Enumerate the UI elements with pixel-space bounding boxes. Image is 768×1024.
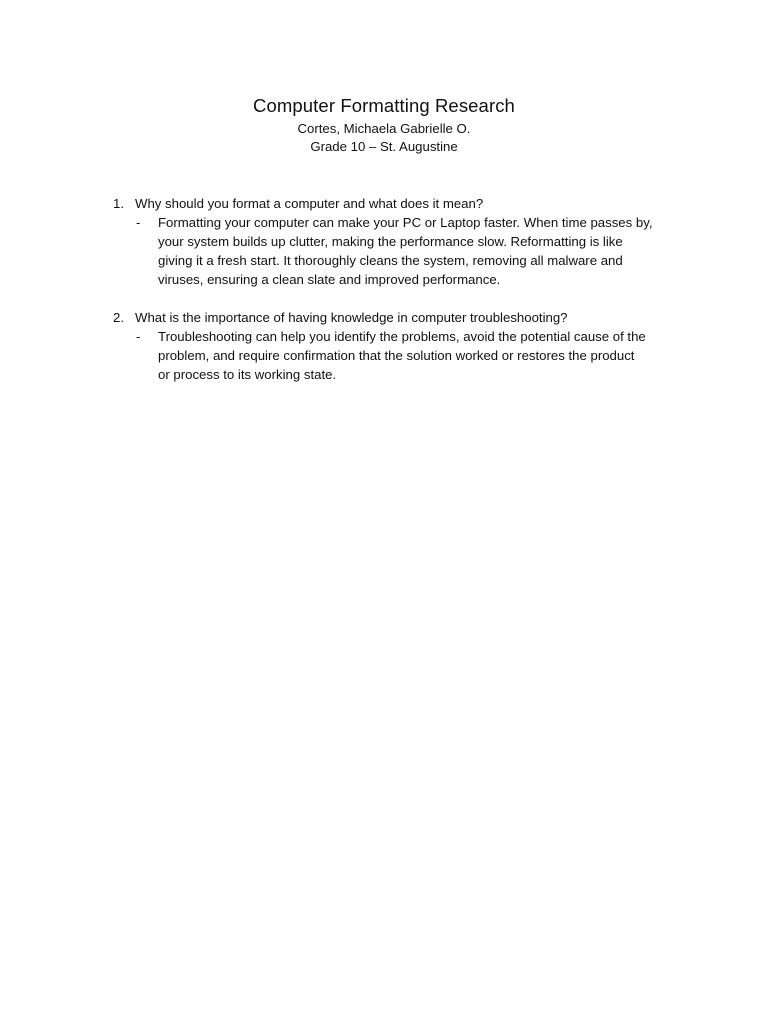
question-2 <box>0 308 768 327</box>
question-item-1 <box>0 194 768 289</box>
answer-line: your system builds up clutter, making the performance slow. Reformatting is like <box>158 234 623 249</box>
answer-line: giving it a fresh start. It thoroughly cleans the system, removing all malware and <box>158 253 623 268</box>
question-1 <box>0 194 768 213</box>
question-item-2 <box>0 308 768 384</box>
bullet-dash: - <box>136 329 141 344</box>
answer-line: problem, and require confirmation that the solution worked or restores the product <box>158 348 635 363</box>
question-text: Why should you format a computer and what does it mean? <box>135 196 484 211</box>
question-number: 2. <box>113 310 124 325</box>
answer-line: Formatting your computer can make your PC or Laptop faster. When time passes by, <box>158 215 653 230</box>
question-number: 1. <box>113 196 124 211</box>
answer-1 <box>0 213 768 289</box>
answer-2 <box>0 327 768 384</box>
answer-line: Troubleshooting can help you identify the problems, avoid the potential cause of the <box>158 329 646 344</box>
bullet-dash: - <box>136 215 141 230</box>
author-name: Cortes, Michaela Gabrielle O. <box>297 121 471 136</box>
grade-section: Grade 10 – St. Augustine <box>310 139 458 154</box>
question-text: What is the importance of having knowledge in computer troubleshooting? <box>135 310 568 325</box>
answer-line: viruses, ensuring a clean slate and improved performance. <box>158 272 501 287</box>
answer-text <box>158 213 678 289</box>
answer-text <box>158 327 678 384</box>
answer-line: or process to its working state. <box>158 367 337 382</box>
document-title: Computer Formatting Research <box>253 95 515 116</box>
